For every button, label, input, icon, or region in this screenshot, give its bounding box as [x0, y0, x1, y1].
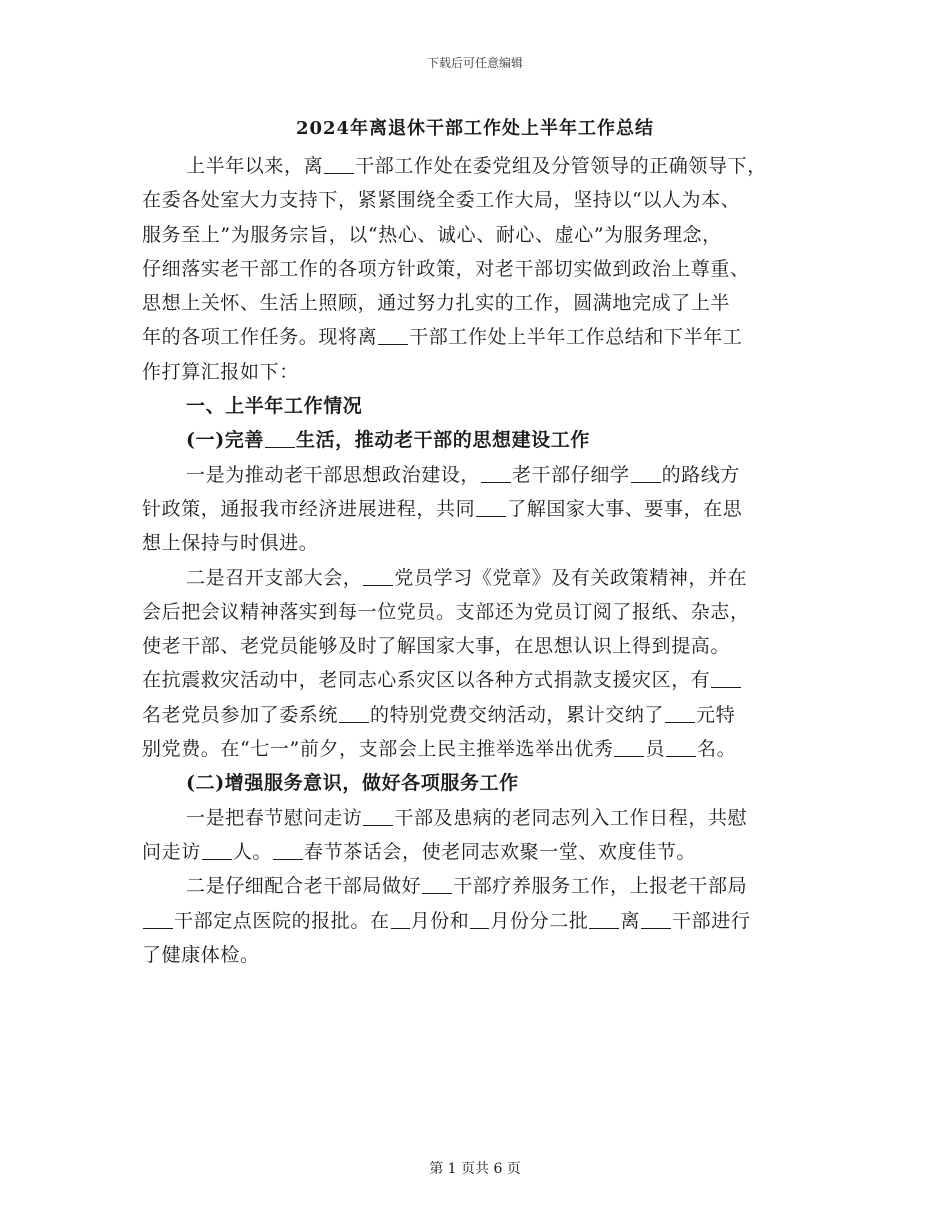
text-segment: 年的各项工作任务。现将离 [142, 326, 378, 349]
text-line [142, 732, 810, 766]
fill-in-blank [363, 807, 393, 826]
text-segment: 干部疗养服务工作，上报老干部局 [453, 875, 748, 898]
text-segment: 会后把会议精神落实到每一位党员。支部还为党员订阅了报纸、杂志， [142, 600, 750, 623]
text-line [142, 835, 810, 869]
text-segment: 的特别党费交纳活动，累计交纳了 [370, 703, 665, 726]
text-segment: 服务至上”为服务宗旨，以“热心、诚心、耐心、虚心”为服务理念， [142, 223, 722, 246]
fill-in-blank [339, 704, 369, 723]
fill-in-blank [391, 910, 410, 929]
text-line [142, 801, 810, 835]
text-segment: 一是把春节慰问走访 [186, 806, 363, 829]
text-line [142, 629, 810, 663]
text-segment: 二是仔细配合老干部局做好 [186, 875, 422, 898]
text-segment: 在抗震救灾活动中，老同志心系灾区以各种方式捐款支援灾区，有 [142, 669, 711, 692]
text-segment: 一、上半年工作情况 [186, 395, 363, 418]
text-line [142, 218, 810, 252]
fill-in-blank [273, 841, 303, 860]
text-segment: 的路线方 [661, 463, 741, 486]
fill-in-blank [143, 910, 173, 929]
text-line [142, 869, 810, 903]
page-footer: 第 1 页共 6 页 [429, 1161, 521, 1177]
text-segment: 干部及患病的老同志列入工作日程，共慰 [394, 806, 748, 829]
document-body [142, 149, 810, 972]
text-segment: 月份和 [410, 909, 470, 932]
text-segment: 别党费。在“七一”前夕，支部会上民主推举选举出优秀 [142, 738, 614, 761]
fill-in-blank [631, 464, 661, 483]
fill-in-blank [665, 704, 695, 723]
text-segment: 元特 [696, 703, 736, 726]
text-segment: 名老党员参加了委系统 [142, 703, 339, 726]
text-line [142, 320, 810, 354]
text-segment: 上半年以来，离 [186, 155, 324, 177]
text-segment: 干部工作处在委党组及分管领导的正确领导下， [355, 155, 767, 177]
text-segment: 老干部仔细学 [512, 463, 630, 486]
document-title: 2024年离退休干部工作处上半年工作总结 [295, 118, 655, 139]
text-segment: 在委各处室大力支持下，紧紧围绕全委工作大局，坚持以“以人为本、 [142, 189, 741, 212]
fill-in-blank [711, 669, 741, 688]
fill-in-blank [265, 429, 295, 448]
text-segment: 生活，推动老干部的思想建设工作 [295, 429, 590, 452]
text-line [142, 355, 810, 389]
text-segment: 员 [645, 738, 666, 761]
text-line [142, 938, 810, 972]
text-line [142, 252, 810, 286]
section-heading [142, 389, 810, 423]
fill-in-blank [363, 567, 393, 586]
text-line [142, 183, 810, 217]
fill-in-blank [641, 910, 671, 929]
text-line [142, 663, 810, 697]
text-segment: 问走访 [142, 840, 201, 863]
text-segment: 干部定点医院的报批。在 [174, 909, 390, 932]
text-segment: 想上保持与时俱进。 [142, 532, 319, 555]
fill-in-blank [422, 875, 452, 894]
text-segment: 党员学习《党章》及有关政策精神，并在 [394, 566, 748, 589]
fill-in-blank [324, 155, 354, 174]
text-line [142, 492, 810, 526]
text-segment: 干部工作处上半年工作总结和下半年工 [409, 326, 743, 349]
text-line [142, 149, 810, 183]
text-line [142, 526, 810, 560]
text-segment: 名。 [697, 738, 737, 761]
fill-in-blank [470, 910, 489, 929]
text-segment: 春节茶话会，使老同志欢聚一堂、欢度佳节。 [304, 840, 697, 863]
text-segment: 作打算汇报如下： [142, 360, 299, 383]
text-segment: 了健康体检。 [142, 943, 260, 966]
text-segment: 干部进行 [672, 909, 751, 932]
text-segment: 思想上关怀、生活上照顾，通过努力扎实的工作，圆满地完成了上半 [142, 292, 731, 315]
text-segment: 离 [620, 909, 641, 932]
text-segment: 二是召开支部大会， [186, 566, 363, 589]
fill-in-blank [378, 326, 408, 345]
text-segment: 了解国家大事、要事，在思 [507, 497, 743, 520]
text-line [142, 458, 810, 492]
header-note: 下载后可任意编辑 [426, 56, 523, 70]
text-line [142, 595, 810, 629]
text-line [142, 286, 810, 320]
text-segment: 月份分二批 [490, 909, 589, 932]
text-segment: 人。 [232, 840, 273, 863]
text-line [142, 904, 810, 938]
fill-in-blank [476, 498, 506, 517]
text-line [142, 698, 810, 732]
text-segment: 一是为推动老干部思想政治建设， [186, 463, 481, 486]
text-segment: 针政策，通报我市经济进展进程，共同 [142, 497, 476, 520]
text-segment: (一)完善 [186, 429, 264, 452]
fill-in-blank [666, 738, 696, 757]
text-segment: 使老干部、老党员能够及时了解国家大事，在思想认识上得到提高。 [142, 635, 731, 658]
section-heading [142, 423, 810, 457]
fill-in-blank [589, 910, 619, 929]
fill-in-blank [614, 738, 644, 757]
text-segment: 仔细落实老干部工作的各项方针政策，对老干部切实做到政治上尊重、 [142, 257, 750, 280]
fill-in-blank [202, 841, 232, 860]
fill-in-blank [481, 464, 511, 483]
section-heading [142, 766, 810, 800]
text-segment: (二)增强服务意识，做好各项服务工作 [186, 772, 519, 795]
text-line [142, 561, 810, 595]
